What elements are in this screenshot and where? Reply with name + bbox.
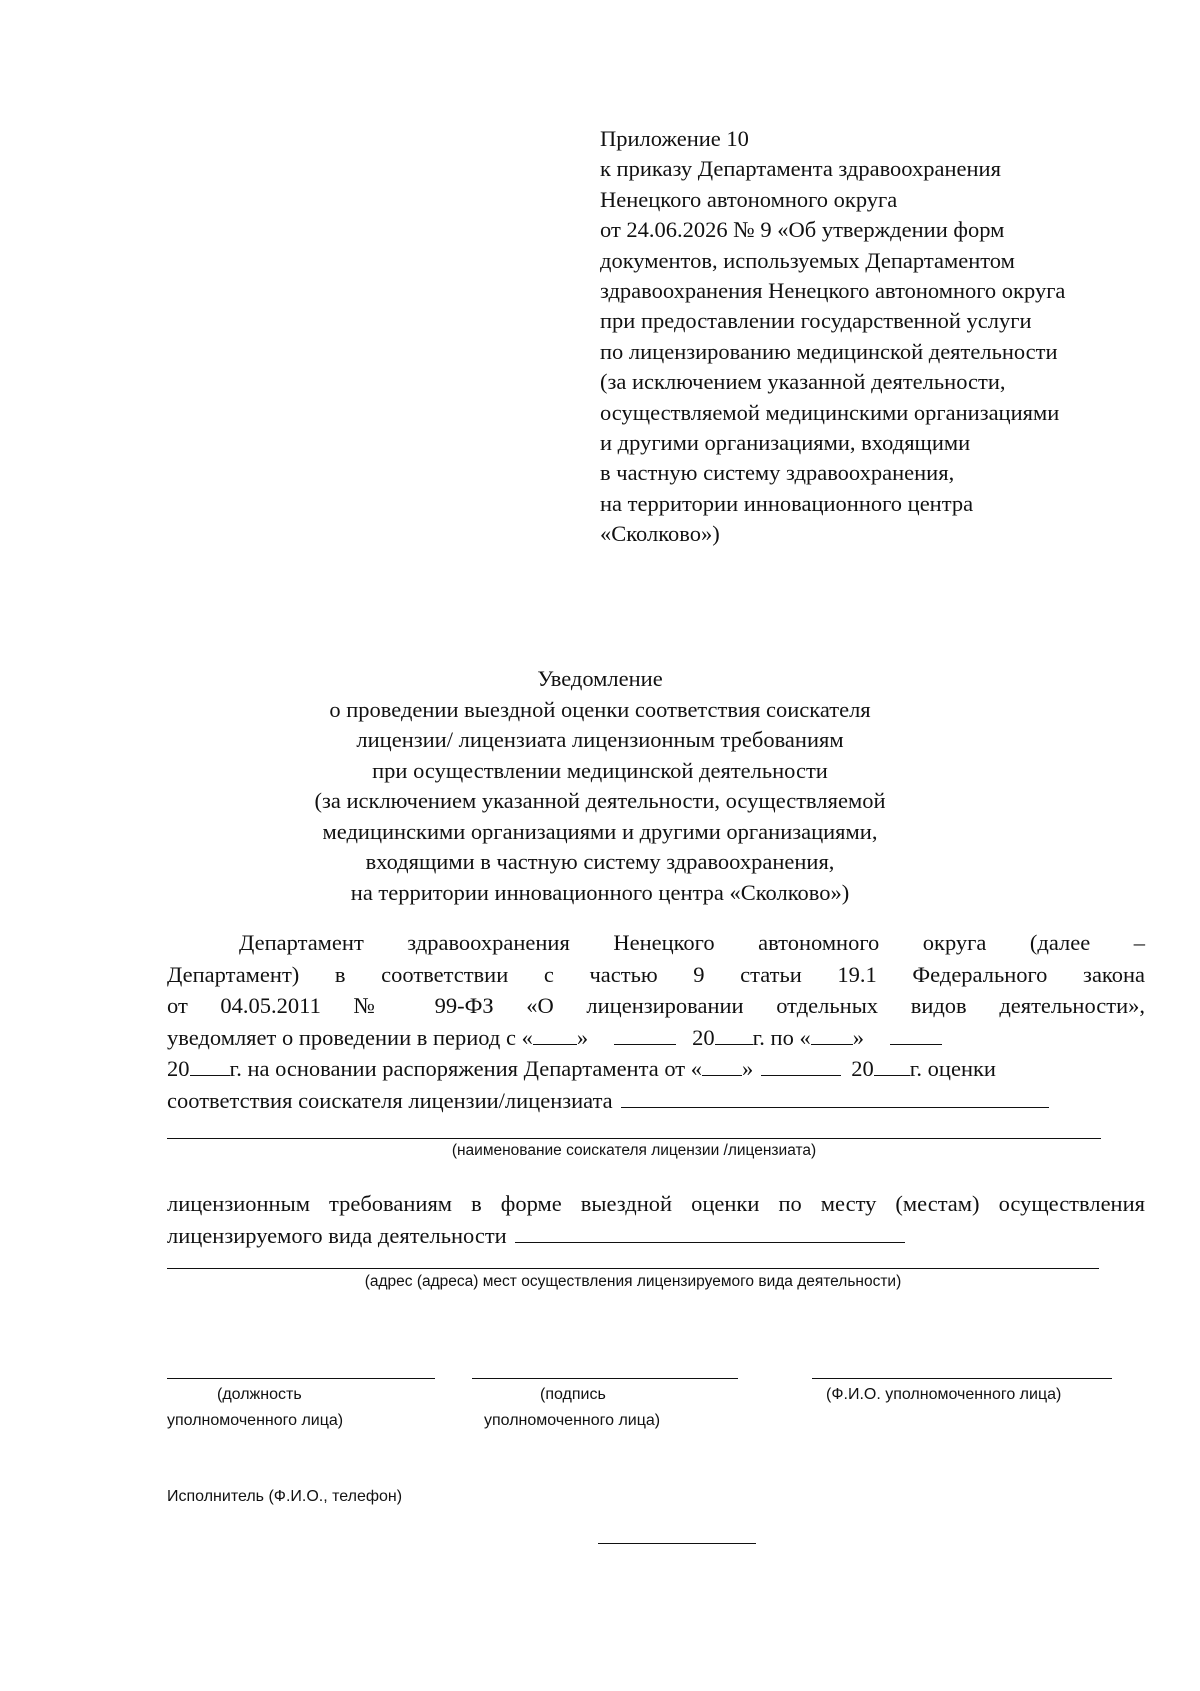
applicant-field[interactable] <box>621 1087 1049 1108</box>
month-to-field[interactable] <box>890 1024 942 1045</box>
assessment-text: г. оценки <box>909 1056 996 1081</box>
footer-divider <box>598 1543 756 1544</box>
appendix-line: (за исключением указанной деятельности, <box>600 369 1006 395</box>
position-signature-line[interactable] <box>167 1378 435 1379</box>
year-prefix: 20 <box>692 1024 715 1050</box>
notice-subtitle-line: (за исключением указанной деятельности, осуществляемой <box>314 788 886 813</box>
notice-body-continued <box>167 1188 1145 1251</box>
position-caption <box>167 1382 427 1434</box>
notice-subtitle-line: на территории инновационного центра «Сколково») <box>350 879 850 905</box>
year-prefix: 20 <box>851 1056 874 1081</box>
notice-heading <box>200 664 1000 908</box>
signature-caption-line: (подпись <box>540 1386 606 1403</box>
order-text: г. на основании распоряжения Департамента от « <box>229 1056 702 1081</box>
day-from-field[interactable] <box>533 1024 577 1045</box>
appendix-line: «Сколково») <box>600 521 720 547</box>
appendix-line: и другими организациями, входящими <box>600 430 971 456</box>
notice-title: Уведомление <box>537 666 663 691</box>
position-caption-line: уполномоченного лица) <box>167 1412 344 1429</box>
notice-subtitle-line: о проведении выездной оценки соответствия соискателя <box>329 696 871 722</box>
name-caption: (Ф.И.О. уполномоченного лица) <box>826 1386 1062 1403</box>
appendix-line: при предоставлении государственной услуги <box>600 308 1032 334</box>
notice-body <box>167 927 1145 1116</box>
appendix-line: на территории инновационного центра <box>600 490 974 516</box>
notice-subtitle-line: при осуществлении медицинской деятельности <box>372 757 828 783</box>
body-line-activity <box>167 1220 1145 1252</box>
period-text: уведомляет о проведении в период с « <box>167 1024 533 1050</box>
appendix-line: Ненецкого автономного округа <box>600 186 898 212</box>
body-line-applicant <box>167 1085 1145 1117</box>
applicant-text: соответствия соискателя лицензии/лицензиата <box>167 1087 613 1113</box>
activity-text: лицензируемого вида деятельности <box>167 1222 507 1248</box>
signature-caption <box>484 1382 744 1434</box>
name-signature-line[interactable] <box>812 1378 1112 1379</box>
body-line: от 04.05.2011 № 99-ФЗ «О лицензировании отдельных видов деятельности», <box>167 993 1145 1018</box>
appendix-line: здравоохранения Ненецкого автономного округа <box>600 278 1066 304</box>
applicant-name-line[interactable] <box>167 1138 1101 1139</box>
period-to-text: г. по « <box>752 1024 811 1050</box>
notice-subtitle-line: лицензии/ лицензиата лицензионным требованиям <box>356 727 844 752</box>
quote-text: » <box>741 1056 754 1081</box>
applicant-caption: (наименование соискателя лицензии /лицензиата) <box>451 1142 817 1159</box>
notice-subtitle-line: входящими в частную систему здравоохранения, <box>365 849 835 874</box>
year-from-field[interactable] <box>715 1024 753 1045</box>
appendix-line: от 24.06.2026 № 9 «Об утверждении форм <box>600 217 1005 243</box>
body-line-order <box>167 1053 1145 1085</box>
body-line: Департамент) в соответствии с частью 9 статьи 19.1 Федерального закона <box>167 961 1145 987</box>
signature-line[interactable] <box>472 1378 738 1379</box>
order-day-field[interactable] <box>702 1055 742 1076</box>
position-caption-line: (должность <box>217 1386 302 1403</box>
quote-text: » <box>576 1024 589 1050</box>
year-prefix: 20 <box>167 1056 190 1081</box>
year-to-field[interactable] <box>190 1055 230 1076</box>
body-line: Департамент здравоохранения Ненецкого автономного округа (далее – <box>239 930 1145 955</box>
appendix-line: осуществляемой медицинскими организациями <box>600 399 1060 425</box>
appendix-line: к приказу Департамента здравоохранения <box>600 156 1001 182</box>
activity-field[interactable] <box>515 1222 905 1243</box>
address-line[interactable] <box>167 1268 1099 1269</box>
signature-caption-line: уполномоченного лица) <box>484 1412 661 1429</box>
appendix-line: документов, используемых Департаментом <box>600 247 1015 273</box>
month-from-field[interactable] <box>614 1024 676 1045</box>
order-month-field[interactable] <box>761 1055 841 1076</box>
appendix-line: в частную систему здравоохранения, <box>600 460 955 486</box>
quote-text: » <box>852 1024 864 1050</box>
notice-subtitle-line: медицинскими организациями и другими организациями, <box>322 818 878 844</box>
body-line-period <box>167 1022 1145 1054</box>
appendix-line: по лицензированию медицинской деятельности <box>600 338 1058 364</box>
executor-label: Исполнитель (Ф.И.О., телефон) <box>167 1488 403 1505</box>
body-line: лицензионным требованиям в форме выездной оценки по месту (местам) осуществления <box>167 1191 1145 1216</box>
address-caption: (адрес (адреса) мест осуществления лицензируемого вида деятельности) <box>364 1273 902 1290</box>
day-to-field[interactable] <box>811 1024 853 1045</box>
appendix-line: Приложение 10 <box>600 126 749 151</box>
appendix-header <box>600 124 1160 550</box>
order-year-field[interactable] <box>874 1055 910 1076</box>
